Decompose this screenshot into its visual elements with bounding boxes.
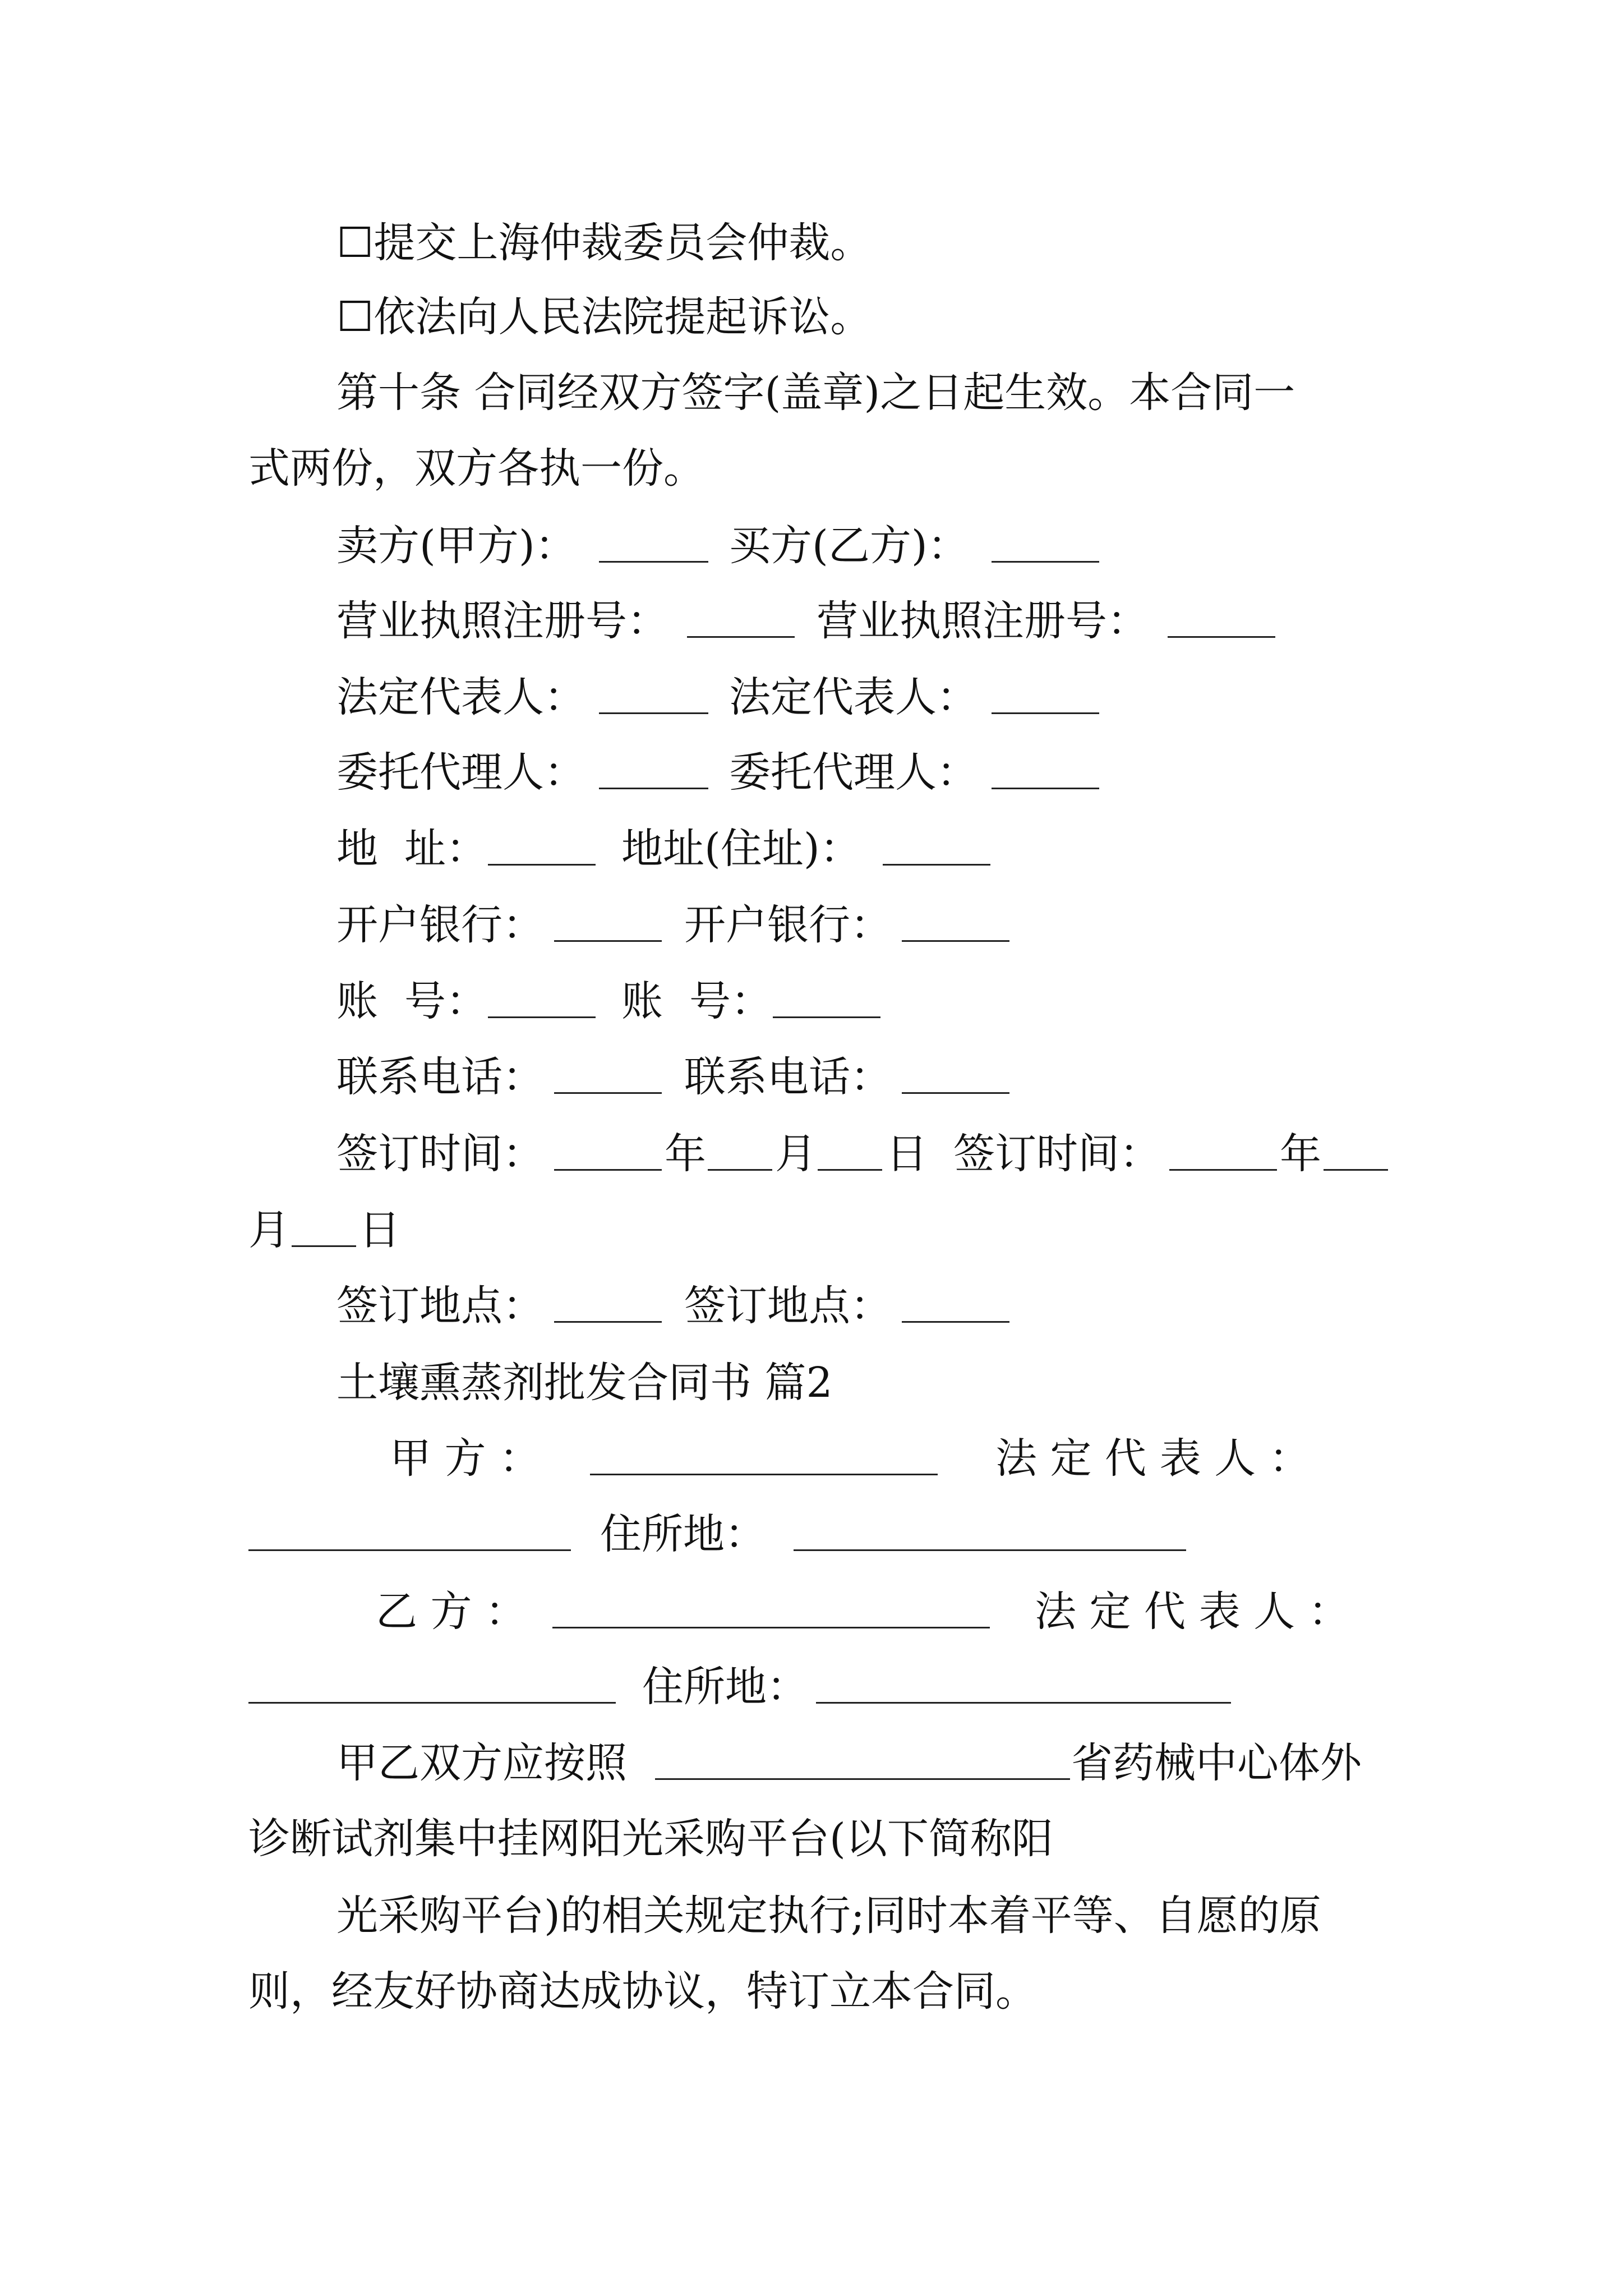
bank-line: [0, 894, 1623, 956]
party-b-line: [0, 1581, 1623, 1642]
day-label-buyer: 日: [359, 1206, 400, 1254]
litigation-option-line: [0, 286, 1623, 348]
buyer-label: 买方(乙方)：: [729, 522, 969, 570]
sign-place-line: [0, 1275, 1623, 1337]
paragraph-two-line: [0, 1885, 1623, 1947]
legal-rep-label-buyer: 法定代表人：: [729, 673, 978, 721]
party-b-legal-rep-label: 法 定 代 表 人 ：: [1035, 1588, 1350, 1636]
party-a-residence-label: 住所地：: [600, 1510, 766, 1558]
sign-place-blank-buyer: [902, 1321, 1009, 1323]
article-ten-text: 第十条 合同经双方签字(盖章)之日起生效。本合同一: [336, 369, 1295, 417]
bank-label-seller: 开户银行：: [336, 901, 544, 949]
party-a-blank: [590, 1474, 938, 1475]
account-blank-buyer: [773, 1016, 880, 1018]
legal-rep-label-seller: 法定代表人：: [336, 673, 585, 721]
parties-line: [0, 515, 1623, 577]
phone-blank-buyer: [902, 1092, 1009, 1094]
paragraph-one-start: 甲乙双方应按照: [336, 1739, 627, 1787]
party-a-legal-rep-blank: [248, 1549, 571, 1551]
agent-label-seller: 委托代理人：: [336, 748, 585, 797]
phone-label-seller: 联系电话：: [336, 1053, 544, 1101]
sign-year-blank-seller: [554, 1169, 662, 1171]
sign-month-blank-buyer: [1324, 1169, 1388, 1171]
party-a-label: 甲 方 ：: [390, 1434, 541, 1483]
party-a-legal-rep-label: 法 定 代 表 人 ：: [995, 1434, 1311, 1483]
address-label-buyer: 地址(住址)：: [621, 825, 861, 873]
license-blank-seller: [687, 636, 795, 638]
arbitration-option-line: [0, 212, 1623, 274]
address-blank-buyer: [883, 864, 990, 866]
party-b-residence-blank: [816, 1702, 1231, 1704]
legal-rep-blank-buyer: [992, 712, 1099, 714]
seller-blank: [599, 561, 708, 563]
article-ten-continuation-text: 式两份，双方各执一份。: [248, 444, 705, 493]
sign-place-blank-seller: [554, 1321, 662, 1323]
license-label-buyer: 营业执照注册号：: [817, 597, 1149, 645]
day-label-seller: 日: [886, 1130, 928, 1178]
account-blank-seller: [488, 1016, 596, 1018]
account-label-seller: 账 号：: [336, 977, 488, 1025]
party-a-continuation-line: [0, 1503, 1623, 1565]
article-ten-continuation-line: [0, 438, 1623, 499]
address-blank-seller: [488, 864, 596, 866]
party-b-continuation-line: [0, 1656, 1623, 1718]
sign-day-blank-seller: [818, 1169, 882, 1171]
bank-blank-buyer: [902, 940, 1009, 942]
sign-place-label-seller: 签订地点：: [336, 1282, 544, 1330]
license-label-seller: 营业执照注册号：: [336, 597, 668, 645]
paragraph-one-line: [0, 1732, 1623, 1794]
article-ten-line: [0, 362, 1623, 424]
sign-year-blank-buyer: [1169, 1169, 1277, 1171]
litigation-option-text: ☐依法向人民法院提起诉讼。: [336, 293, 872, 341]
party-a-line: [0, 1428, 1623, 1489]
sign-time-label-seller: 签订时间：: [336, 1130, 544, 1178]
agent-blank-buyer: [992, 788, 1099, 789]
sign-time-line: [0, 1123, 1623, 1185]
party-b-label: 乙 方 ：: [376, 1588, 527, 1636]
party-b-residence-label: 住所地：: [642, 1663, 808, 1711]
legal-rep-blank-seller: [599, 712, 708, 714]
arbitration-option-text: ☐提交上海仲裁委员会仲裁。: [336, 219, 872, 267]
buyer-blank: [992, 561, 1099, 563]
phone-label-buyer: 联系电话：: [684, 1053, 892, 1101]
sign-time-label-buyer: 签订时间：: [953, 1130, 1161, 1178]
month-label-seller: 月: [775, 1130, 817, 1178]
legal-rep-line: [0, 666, 1623, 728]
paragraph-two-start: 光采购平台)的相关规定执行;同时本着平等、自愿的原: [336, 1892, 1321, 1940]
bank-label-buyer: 开户银行：: [684, 901, 892, 949]
bank-blank-seller: [554, 940, 662, 942]
account-line: [0, 970, 1623, 1032]
agent-label-buyer: 委托代理人：: [729, 748, 978, 797]
paragraph-one-continuation-line: [0, 1808, 1623, 1870]
party-b-legal-rep-blank: [248, 1702, 616, 1704]
paragraph-two-continuation-line: [0, 1961, 1623, 2022]
license-line: [0, 590, 1623, 652]
address-line: [0, 818, 1623, 880]
year-label-seller: 年: [665, 1130, 706, 1178]
sign-time-continuation-line: [0, 1199, 1623, 1261]
license-blank-buyer: [1168, 636, 1275, 638]
sign-place-label-buyer: 签订地点：: [684, 1282, 892, 1330]
agent-blank-seller: [599, 788, 708, 789]
agent-line: [0, 742, 1623, 803]
sign-day-blank-buyer: [292, 1245, 356, 1247]
phone-blank-seller: [554, 1092, 662, 1094]
seller-label: 卖方(甲方)：: [336, 522, 577, 570]
party-a-residence-blank: [794, 1549, 1186, 1551]
address-label-seller: 地 址：: [336, 825, 488, 873]
paragraph-one-end: 省药械中心体外: [1071, 1739, 1362, 1787]
phone-line: [0, 1046, 1623, 1108]
sign-month-blank-seller: [708, 1169, 772, 1171]
section-two-title-line: [0, 1352, 1623, 1414]
paragraph-two-end: 则，经友好协商达成协议，特订立本合同。: [248, 1967, 1037, 2016]
section-two-title: 土壤熏蒸剂批发合同书 篇2: [336, 1359, 833, 1407]
account-label-buyer: 账 号：: [621, 977, 773, 1025]
paragraph-one-continuation: 诊断试剂集中挂网阳光采购平台(以下简称阳: [248, 1815, 1053, 1863]
month-label-buyer: 月: [248, 1206, 290, 1254]
paragraph-one-province-blank: [655, 1778, 1070, 1780]
party-b-blank: [552, 1627, 990, 1628]
year-label-buyer: 年: [1280, 1130, 1321, 1178]
